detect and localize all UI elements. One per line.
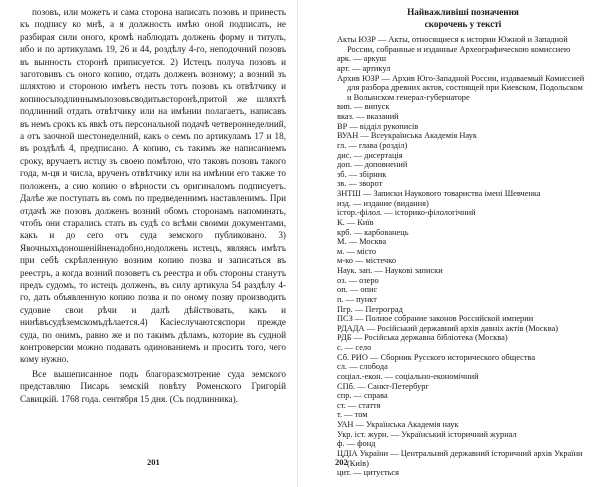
section-title bbox=[337, 7, 589, 30]
abbreviation-entry: оз. — озеро bbox=[337, 275, 379, 285]
abbreviation-entry: спр. — справа bbox=[337, 391, 388, 401]
abbreviation-entry: соціал.-екон. — соціально-економічний bbox=[337, 371, 479, 381]
abbreviation-entry: оп. — опис bbox=[337, 285, 378, 295]
book-gutter bbox=[297, 0, 298, 487]
abbreviation-entry: изд. — издание (видання) bbox=[337, 198, 429, 208]
section-title-line-2: скорочень у тексті bbox=[424, 18, 502, 29]
abbreviation-entry: крб. — карбованець bbox=[337, 227, 409, 237]
left-page bbox=[0, 0, 296, 487]
abbreviation-entry: вказ. — вказаний bbox=[337, 112, 399, 121]
abbreviation-entry: М. — Москва bbox=[337, 237, 387, 247]
page-number-right: 202 bbox=[335, 457, 348, 467]
abbreviation-entry: ЗНТШ — Записки Наукового товариства імені Шевченка bbox=[337, 189, 541, 198]
abbreviation-entry: цит. — цитується bbox=[337, 468, 399, 478]
abbreviation-entry: доп. — доповнений bbox=[337, 160, 408, 170]
abbreviation-entry: п. — пункт bbox=[337, 294, 377, 304]
paragraph-main: позовъ, или можетъ и сама сторона написать позовъ и принесть къ подпису ко мнѣ, а я должность имѣю оной подписать, не разбирая сили оного, кромѣ наблюдать должень форму и титулъ, ибо и по артикуламъ 19, 26 и 44, роздѣлу 4-го, неподочний позовъ въ вынность сторонѣ приписуется. 2) Истецъ получа позовъ и заготовивъ съ оного копию, отдать долженъ возному; а возний зъ шляхтою и стороною имѣетъ несть тотъ позовъ къ отвѣтчику и копиюсъподлиннымъпозовъсводитьвсторонѣ,притой же шляхтѣ подлинний отдать отвѣтчику или на имѣнии полагаетъ, написавъ въ немъ срокъ къ явкѣ отъ персональной подачѣ четвероннеделний, а отъ заочной шестонеделний, какъ о семъ по артикуламъ 17 и 18, въ роздѣлѣ 4, предписано. А копию, съ такимъ же написаниемъ сроку, вручаетъ истцу зъ своею помѣтою, что таковъ позовъ такого года, м-ця и числа, врученъ отвѣтчику или на имѣнии его также то положенъ, а сию копию о вѣрности съ оригиналомъ подписуетъ. Далѣе же поступать въ сомъ по предведеннимъ наставленимъ. При отдачѣ же позовъ долженъ возний обомъ сторонамъ напоминать, чтобъ они старались стать въ судѣ со всѣми своими документами, какъ и до сего отъ суда земского публиковано. 3) Явочныхъдоношенійненадобно,нодолжень истецъ, являясь имѣтъ при себѣ скрѣпленную возним копию позва и записаться въ реестръ, а когда возний позоветъ съ реестра и объ стороны станутъ предъ судомъ, то истецъ долженъ, въ силу артикула 54 раздѣлу 4-го, дать объявленную копию позва и по оному позву производить судовие свои рѣчи и далѣ дѣйствовать, какъ и нинѣвъсудѣземскомъдѣлается.4) Касіеслучаютсяспори прежде суда, по онимъ, равно же и по такимъ дѣламъ, которие въ судной контроверсии можно подавать одинованиемъ и просить того, чего кому нужно. bbox=[20, 7, 286, 365]
abbreviation-entry: РДАДА — Російський державний архів давніх актів (Москва) bbox=[337, 323, 559, 333]
abbreviation-entry: сл. — слобода bbox=[337, 362, 388, 372]
abbreviations-section bbox=[337, 7, 589, 478]
abbreviation-entry: істор.-філол. — історико-філологічний bbox=[337, 208, 476, 218]
paragraph-closing: Все вышеписанное подъ благоразсмотрение суда земского представляю Писарь земскій повѣту Роменского Григорій Савицкій. 1768 года. сентября 15 дня. (Съ подлинника). bbox=[20, 368, 286, 404]
abbreviation-entry: арк. — аркуш bbox=[337, 54, 387, 64]
abbreviation-entry: ПСЗ — Полное собрание законов Российской империи bbox=[337, 314, 534, 324]
abbreviation-entry: ф. — фонд bbox=[337, 439, 376, 449]
abbreviation-entry: К. — Київ bbox=[337, 217, 374, 227]
abbreviation-entry: Наук. зап. — Наукові записки bbox=[337, 266, 443, 275]
section-title-line-1: Найважливіші позначення bbox=[407, 7, 519, 17]
abbreviation-entry: арт. — артикул bbox=[337, 63, 391, 73]
abbreviation-entry: ВР — відділ рукописів bbox=[337, 121, 419, 131]
abbreviation-entry: РДБ — Російська державна бібліотека (Москва) bbox=[337, 333, 508, 343]
page-number-left: 201 bbox=[147, 457, 160, 467]
abbreviation-entry: Акты ЮЗР — Акты, относящиеся к истории Южной и Западной России, собранные и изданные Археографическою комиссиею bbox=[337, 35, 571, 54]
abbreviation-entry: м-ко — містечко bbox=[337, 256, 397, 266]
right-page bbox=[300, 0, 600, 487]
abbreviation-entry: Сб. РИО — Сборник Русского исторического общества bbox=[337, 352, 536, 362]
abbreviation-entry: гл. — глава (розділ) bbox=[337, 140, 408, 150]
abbreviation-entry: с. — село bbox=[337, 343, 372, 352]
abbreviation-entry: ВУАН — Всеукраїнська Академія Наук bbox=[337, 131, 477, 141]
abbreviations-list bbox=[337, 35, 589, 478]
abbreviation-entry: т. — том bbox=[337, 410, 368, 420]
abbreviation-entry: зв. — зворот bbox=[337, 179, 383, 189]
abbreviation-entry: Укр. іст. журн. — Український історичний журнал bbox=[337, 429, 517, 439]
abbreviation-entry: зб. — збірник bbox=[337, 169, 387, 179]
abbreviation-entry: ст. — стаття bbox=[337, 400, 381, 410]
abbreviation-entry: Пгр. — Петроград bbox=[337, 304, 403, 314]
abbreviation-entry: СПб. — Санкт-Петербург bbox=[337, 381, 429, 391]
abbreviation-entry: УАН — Українська Академія наук bbox=[337, 420, 459, 429]
abbreviation-entry: дис. — дисертація bbox=[337, 150, 403, 160]
abbreviation-entry: Архив ЮЗР — Архив Юго-Западной России, издаваемый Комиссией для разбора древних актов, состоящей при Киевском, Подольском и Волынском генерал-губернаторе bbox=[337, 73, 585, 102]
abbreviation-entry: вип. — випуск bbox=[337, 102, 390, 112]
left-page-text bbox=[20, 6, 286, 405]
abbreviation-entry: ЦДІА України — Центральний державний історичний архів України (Київ) bbox=[337, 448, 583, 468]
abbreviation-entry: м. — місто bbox=[337, 246, 377, 256]
